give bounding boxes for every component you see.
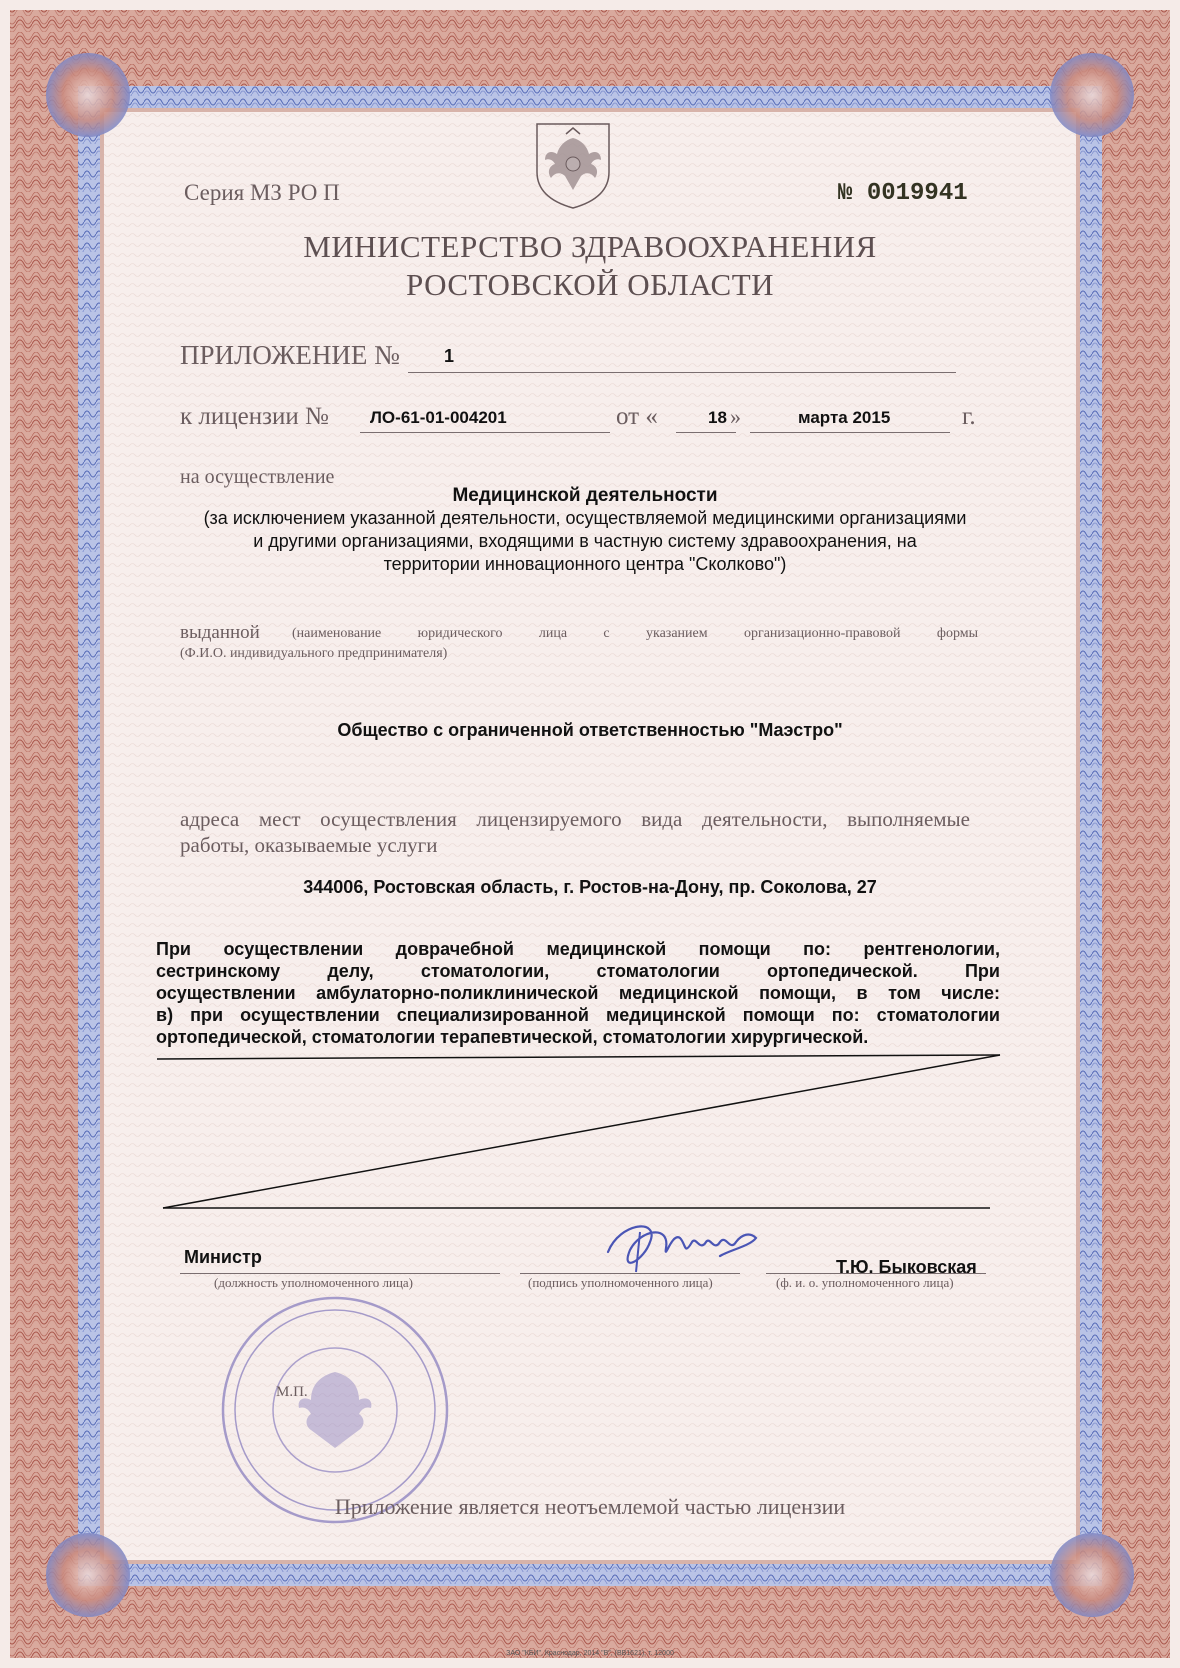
address-label [180, 806, 970, 858]
position-field [180, 1245, 500, 1274]
services-line1: При осуществлении доврачебной медицинской помощи по: рентгенологии, [156, 939, 1000, 959]
appendix-number-field [408, 346, 956, 373]
caption-name: (ф. и. о. уполномоченного лица) [776, 1275, 954, 1290]
license-day-value: 18 [708, 408, 727, 427]
activity-title: Медицинской деятельности [452, 485, 718, 506]
blank-number [838, 180, 968, 207]
footer-note: Приложение является неотъемлемой частью лицензии [334, 1494, 846, 1519]
address-label-line1: адреса мест осуществления лицензируемого вида деятельности, выполняемые [180, 807, 970, 831]
caption-position: (должность уполномоченного лица) [214, 1275, 414, 1290]
license-number-field [360, 408, 610, 433]
services-line2: сестринскому делу, стоматологии, стоматологии ортопедической. При [156, 961, 1000, 981]
activity-line1: (за исключением указанной деятельности, осуществляемой медицинскими организациями [203, 508, 967, 528]
printer-imprint: ЗАО "КБИ", Краснодар, 2014 "В", (ВВ1621), т. 12000 [506, 1650, 674, 1657]
blank-number-value: 0019941 [866, 180, 968, 207]
license-from-label: от « [616, 403, 658, 430]
activity-label: на осуществление [180, 466, 335, 488]
ministry-title-line1: МИНИСТЕРСТВО ЗДРАВООХРАНЕНИЯ [303, 229, 877, 264]
number-sign: № [838, 180, 853, 207]
services-block [156, 938, 1000, 1048]
address-value: 344006, Ростовская область, г. Ростов-на-Дону, пр. Соколова, 27 [303, 877, 877, 897]
activity-block [140, 484, 1030, 576]
series-label: Серия МЗ РО П [184, 180, 340, 205]
signer-name: Т.Ю. Быковская [836, 1257, 977, 1277]
appendix-label: ПРИЛОЖЕНИЕ № [180, 340, 400, 370]
activity-line2: и другими организациями, входящими в частную систему здравоохранения, на [253, 531, 917, 551]
services-line4: в) при осуществлении специализированной медицинской помощи по: стоматологии [156, 1005, 1000, 1025]
coat-of-arms-emblem [533, 120, 613, 210]
appendix-number-value: 1 [444, 346, 455, 366]
name-field [766, 1245, 986, 1277]
services-line3: осуществлении амбулаторно-поликлинической медицинской помощи, в том числе: [156, 983, 1000, 1003]
services-line5: ортопедической, стоматологии терапевтической, стоматологии хирургической. [156, 1027, 869, 1047]
license-prefix: к лицензии № [180, 403, 329, 430]
organization-name: Общество с ограниченной ответственностью "Маэстро" [337, 720, 843, 740]
handwritten-signature [600, 1212, 770, 1282]
ministry-title-line2: РОСТОВСКОЙ ОБЛАСТИ [405, 267, 775, 302]
license-date-field [750, 408, 950, 433]
issued-note-line1: (наименование юридического лица с указанием организационно-правовой формы [292, 626, 978, 641]
issued-note-line2: (Ф.И.О. индивидуального предпринимателя) [180, 646, 448, 661]
license-day-field [676, 404, 741, 433]
caption-signature: (подпись уполномоченного лица) [528, 1275, 713, 1290]
license-month-year-value: марта 2015 [798, 408, 891, 427]
ministry-title [180, 228, 1000, 304]
stamp-place-label: М.П. [276, 1384, 308, 1400]
activity-line3: территории инновационного центра "Сколково") [383, 554, 787, 574]
issued-label: выданной [180, 622, 260, 643]
signer-position: Министр [184, 1247, 262, 1267]
address-label-line2: работы, оказываемые услуги [180, 833, 438, 857]
license-number-value: ЛО-61-01-004201 [370, 408, 507, 427]
license-year-suffix: г. [962, 403, 976, 430]
license-day-close: » [730, 404, 741, 429]
